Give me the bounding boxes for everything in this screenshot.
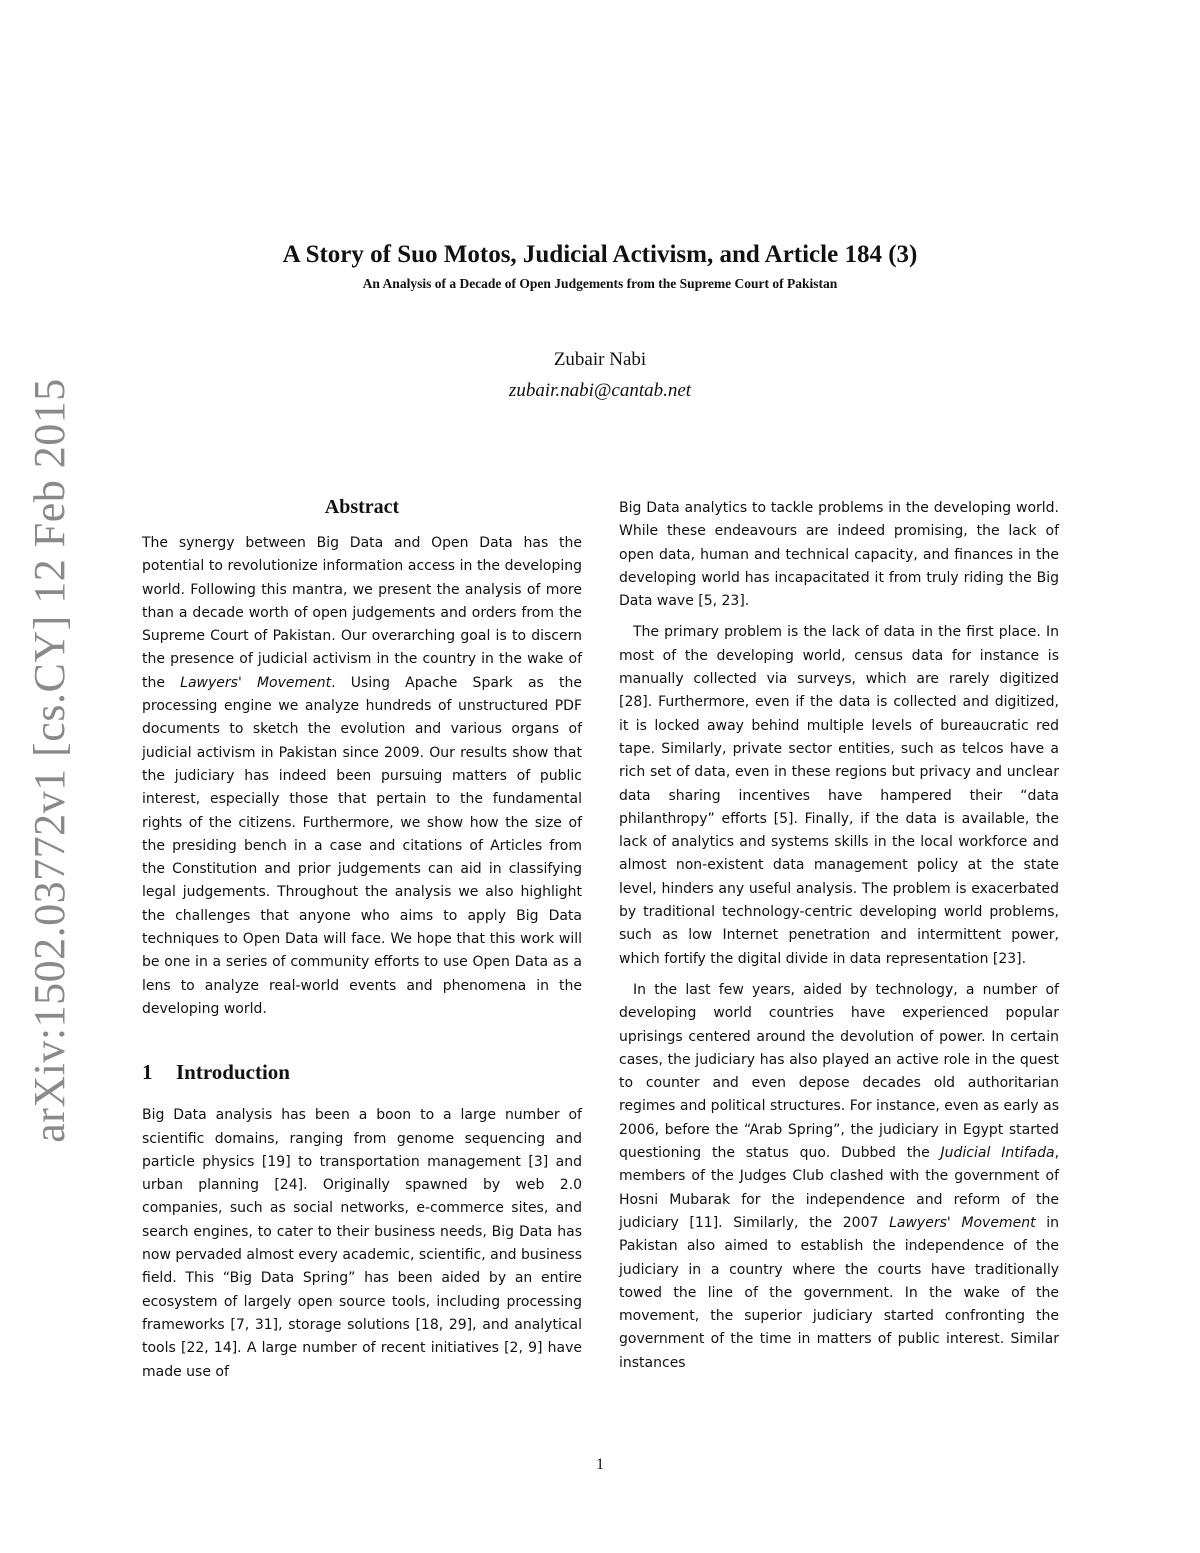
paper-title: A Story of Suo Motos, Judicial Activism, and Article 184 (3) (282, 241, 918, 268)
right-column (619, 497, 1059, 1375)
arxiv-identifier: arXiv:1502.03772v1 [cs.CY] 12 Feb 2015 (24, 377, 74, 1143)
page-number: 1 (596, 1456, 604, 1473)
intro-paragraph-1: Big Data analysis has been a boon to a large number of scientific domains, ranging from genome sequencing and particle physics [19] to transportation management [3] and urban planning [24]. Originally spawned by web 2.0 companies, such as social networks, e-commerce sites, and search engines, to cater to their business needs, Big Data has now pervaded almost every academic, scientific, and business field. This “Big Data Spring” has been aided by an entire ecosystem of largely open source tools, including processing frameworks [7, 31], storage solutions [18, 29], and analytical tools [22, 14]. A large number of recent initiatives [2, 9] have made use of (142, 1107, 582, 1380)
section-heading-introduction (142, 1059, 582, 1085)
intro-paragraph-2: The primary problem is the lack of data in the first place. In most of the developing world, census data for instance is manually collected via surveys, which are rarely digitized [28]. Furthermore, even if the data is collected and digitized, it is locked away behind multiple levels of bureaucratic red tape. Similarly, private sector entities, such as telcos have a rich set of data, even in these regions but privacy and unclear data sharing incentives have hampered their “data philanthropy” efforts [5]. Finally, if the data is available, the lack of analytics and systems skills in the local workforce and almost non-existent data management policy at the state level, hinders any useful analysis. The problem is exacerbated by traditional technology-centric developing world problems, such as low Internet penetration and intermittent power, which fortify the digital divide in data representation [23]. (619, 624, 1059, 967)
section-title: Introduction (176, 1060, 290, 1085)
author-email: zubair.nabi@cantab.net (508, 380, 692, 401)
lawyers-movement-emphasis-2: Lawyers' Movement (889, 1214, 1036, 1231)
abstract-text: The synergy between Big Data and Open Data has the potential to revolutionize information access in the developing world. Following this mantra, we present the analysis of more than a decade worth of open judgements and orders from the Supreme Court of Pakistan. Our overarching goal is to discern the presence of judicial activism in the country in the wake of the Lawyers' Movement. Using Apache Spark as the processing engine we analyze hundreds of unstructured PDF documents to sketch the evolution and various organs of judicial activism in Pakistan since 2009. Our results show that the judiciary has indeed been pursuing matters of public interest, especially those that pertain to the fundamental rights of the citizens. Furthermore, we show how the size of the presiding bench in a case and citations of Articles from the Constitution and prior judgements can aid in classifying legal judgements. Throughout the analysis we also highlight the challenges that anyone who aims to apply Big Data techniques to Open Data will face. We hope that this work will be one in a series of community efforts to use Open Data as a lens to analyze real-world events and phenomena in the developing world. (142, 535, 582, 1017)
lawyers-movement-emphasis: Lawyers' Movement (180, 674, 332, 691)
judicial-intifada-emphasis: Judicial Intifada (940, 1145, 1055, 1162)
intro-paragraph-1-continued: Big Data analytics to tackle problems in the developing world. While these endeavours are indeed promising, the lack of open data, human and technical capacity, and finances in the developing world has incapacitated it from truly riding the Big Data wave [5, 23]. (619, 500, 1059, 610)
abstract-heading: Abstract (324, 496, 400, 518)
intro-paragraph-3: In the last few years, aided by technology, a number of developing world countries have experienced popular uprisings centered around the devolution of power. In certain cases, the judiciary has also played an active role in the quest to counter and even depose decades old authoritarian regimes and political structures. For instance, even as early as 2006, before the “Arab Spring”, the judiciary in Egypt started questioning the status quo. Dubbed the Judicial Intifada, members of the Judges Club clashed with the government of Hosni Mubarak for the independence and reform of the judiciary [11]. Similarly, the 2007 Lawyers' Movement in Pakistan also aimed to establish the independence of the judiciary in a country where the courts have traditionally towed the line of the government. In the wake of the movement, the superior judiciary started confronting the government of the time in matters of public interest. Similar instances (619, 981, 1060, 1371)
paper-subtitle: An Analysis of a Decade of Open Judgements from the Supreme Court of Pakistan (362, 276, 838, 291)
left-column (142, 494, 582, 1384)
section-number: 1 (142, 1060, 153, 1085)
arxiv-side-stamp (14, 377, 84, 1143)
author-name: Zubair Nabi (553, 349, 647, 370)
